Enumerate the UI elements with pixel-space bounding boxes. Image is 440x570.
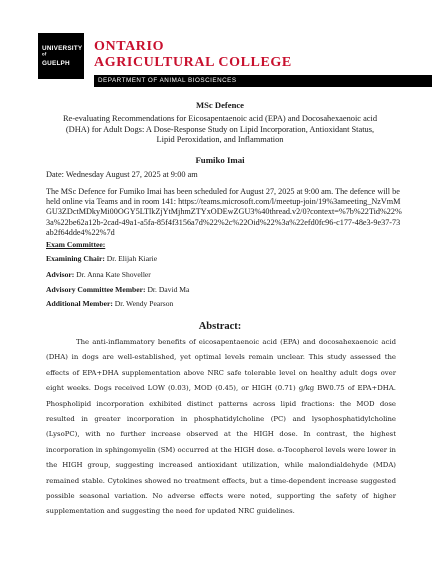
committee-member xyxy=(46,254,157,263)
committee-member xyxy=(46,270,151,279)
member-name: Dr. David Ma xyxy=(147,285,190,294)
member-name: Dr. Elijah Kiarie xyxy=(106,254,158,263)
committee-heading: Exam Committee: xyxy=(46,240,106,249)
member-role: Examining Chair: xyxy=(46,254,105,263)
member-name: Dr. Wendy Pearson xyxy=(114,299,174,308)
defence-date: Date: Wednesday August 27, 2025 at 9:00 am xyxy=(46,170,198,179)
committee-member xyxy=(46,299,173,308)
logo-line: ᵒᶠ xyxy=(42,52,47,60)
member-role: Advisor: xyxy=(46,270,75,279)
member-role: Additional Member: xyxy=(46,299,113,308)
thesis-title: Re-evaluating Recommendations for Eicosapentaenoic acid (EPA) and Docosahexaenoic acid (DHA) for Adult Dogs: A Dose-Response Study on Lipid Incorporation, Antioxidant Status, Lipid Peroxidation, and Inflammation xyxy=(62,114,378,145)
defence-heading: MSc Defence xyxy=(196,100,244,110)
committee-member xyxy=(46,285,189,294)
member-role: Advisory Committee Member: xyxy=(46,285,146,294)
logo-line: GUELPH xyxy=(42,59,70,67)
university-of-guelph-logo xyxy=(38,33,84,79)
logo-line: UNIVERSITY xyxy=(42,44,83,52)
author-name: Fumiko Imai xyxy=(195,155,245,165)
college-wordmark xyxy=(94,39,432,87)
college-name-line-2: AGRICULTURAL COLLEGE xyxy=(94,54,292,70)
abstract-body: The anti-inflammatory benefits of eicosapentaenoic acid (EPA) and docosahexaenoic acid (DHA) in dogs are well-established, yet optimal levels remain unclear. This study assessed the effects of EPA+DHA supplementation above NRC safe tolerable level on healthy adult dogs over eight weeks. Dogs received LOW (0.03), MOD (0.45), or HIGH (0.71) g/kg BW0.75 of EPA+DHA. Phospholipid incorporation exhibited distinct patterns across lipid fractions: the MOD dose resulted in greater incorporation in phosphatidylcholine (PC) and lysophosphatidylcholine (LysoPC), with no further increase observed at the HIGH dose. In contrast, the highest incorporation in sphingomyelin (SM) occurred at the HIGH dose. α-Tocopherol levels were lower in the HIGH group, suggesting increased antioxidant utilization, while malondialdehyde (MDA) remained stable. Cytokines showed no treatment effects, but a time-dependent increase suggested possible seasonal variation. No adverse effects were noted, supporting the safety of higher supplementation and suggesting the need for updated NRC guidelines. xyxy=(46,338,396,516)
member-name: Dr. Anna Kate Shoveller xyxy=(76,270,151,279)
abstract-heading: Abstract: xyxy=(198,321,242,332)
defence-notice-with-teams-link[interactable]: The MSc Defence for Fumiko Imai has been scheduled for August 27, 2025 at 9:00 am. The defence will be held online via Teams and in room 141: https://teams.microsoft.com/l/meetup-join/19%3ameeting_NzVmMGU3ZDctMDkyMi00OGY5LTlkZjYtMjhmZTYxODEwZGU3%40thread.v2/0?context=%7b%22Tid%22%3a%22be62a12b-2cad-49a1-a5fa-85f4f3156a7d%22%2c%22Oid%22%3a%22efd0fc96-c177-48e3-9e37-73ab2f64dde4%22%7d xyxy=(46,187,402,237)
header xyxy=(38,33,432,87)
college-name-line-1: ONTARIO xyxy=(94,39,165,54)
department-bar: DEPARTMENT OF ANIMAL BIOSCIENCES xyxy=(94,75,432,87)
